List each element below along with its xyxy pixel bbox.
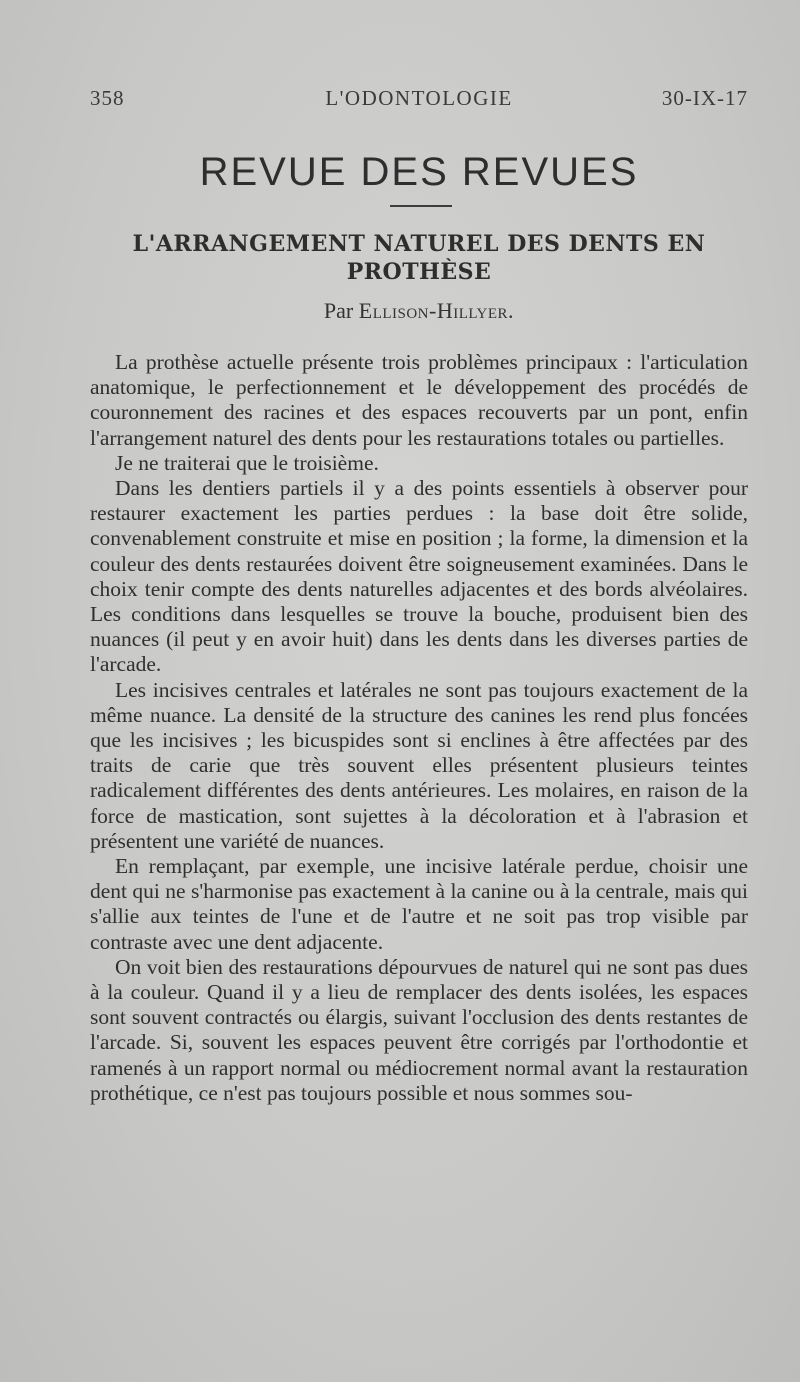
journal-title: L'ODONTOLOGIE	[325, 86, 513, 110]
running-header	[90, 86, 748, 116]
paragraph: Je ne traiterai que le troisième.	[115, 450, 379, 475]
page-number: 358	[90, 86, 125, 110]
paragraph: Les incisives centrales et latérales ne sont pas toujours exactement de la même nuance. La densité de la structure des canines les rend plus foncées que les incisives ; les bicuspides sont si enclines à être affectées par des traits de carie que très souvent elles présentent plusieurs teintes radicalement différentes des dents antérieures. Les molaires, en raison de la force de mastication, sont sujettes à la décoloration et à l'abrasion et présentent une variété de nuances.	[90, 677, 748, 853]
byline-prefix: Par	[323, 298, 354, 323]
paragraph: En remplaçant, par exemple, une incisive latérale perdue, choisir une dent qui ne s'harmonise pas exactement à la canine ou à la centrale, mais qui s'allie aux teintes de l'une et de l'autre et ne soit pas trop visible par contraste avec une dent adjacente.	[90, 854, 748, 954]
paragraph: On voit bien des restaurations dépourvues de naturel qui ne sont pas dues à la couleur. Quand il y a lieu de remplacer des dents isolées, les espaces sont souvent contractés ou élargis, suivant l'occlusion des dents restantes de l'arcade. Si, souvent les espaces peuvent être corrigés par l'orthodontie et ramenés à un rapport normal ou médiocrement normal avant la restauration prothétique, ce n'est pas toujours possible et nous sommes sou-	[90, 954, 748, 1105]
article-body	[90, 350, 748, 1106]
article-title: L'ARRANGEMENT NATUREL DES DENTS EN PROTHÈSE	[132, 231, 706, 285]
section-title: REVUE DES REVUES	[199, 150, 639, 194]
paragraph: Dans les dentiers partiels il y a des points essentiels à observer pour restaurer exactement les parties perdues : la base doit être solide, convenablement construite et mise en position ; la forme, la dimension et la couleur des dents restaurées doivent être soigneusement examinées. Dans le choix tenir compte des dents naturelles adjacentes et des bords alvéolaires. Les conditions dans lesquelles se trouve la bouche, produisent bien des nuances (il peut y en avoir huit) dans les dents dans les diverses parties de l'arcade.	[90, 476, 748, 677]
byline	[90, 298, 748, 324]
author-name: Ellison-Hillyer.	[358, 298, 515, 323]
title-divider	[390, 205, 452, 207]
paragraph: La prothèse actuelle présente trois problèmes principaux : l'articulation anatomique, le perfectionnement et le développement des procédés de couronnement des racines et des espaces recouverts par un pont, enfin l'arrangement naturel des dents pour les restaurations totales ou partielles.	[90, 350, 748, 450]
issue-date: 30-IX-17	[661, 86, 748, 110]
